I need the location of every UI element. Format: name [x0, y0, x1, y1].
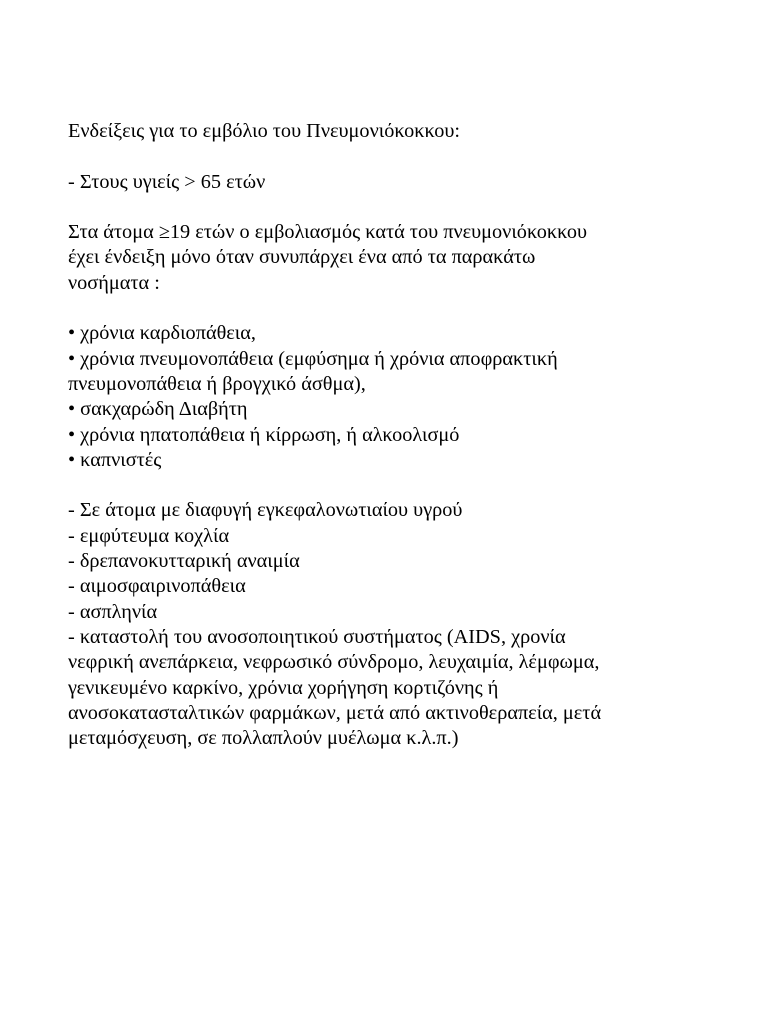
intro-line: έχει ένδειξη μόνο όταν συνυπάρχει ένα από τα παρακάτω	[68, 246, 536, 269]
conditions-bullet-list	[68, 321, 728, 473]
dash-line: - ασπληνία	[68, 600, 158, 623]
intro-paragraph	[68, 220, 728, 296]
paragraph-gap	[68, 195, 728, 220]
dash-line: ανοσοκατασταλτικών φαρμάκων, μετά από ακτινοθεραπεία, μετά	[68, 701, 602, 724]
bullet-line: • καπνιστές	[68, 448, 162, 471]
healthy-adults-line: - Στους υγιείς > 65 ετών	[68, 170, 266, 193]
dash-line: - αιμοσφαιρινοπάθεια	[68, 575, 246, 598]
dash-line: - Σε άτομα με διαφυγή εγκεφαλονωτιαίου υγρού	[68, 499, 463, 522]
dash-line: νεφρική ανεπάρκεια, νεφρωσικό σύνδρομο, λευχαιμία, λέμφωμα,	[68, 651, 600, 674]
dash-line: - καταστολή του ανοσοποιητικού συστήματος (AIDS, χρονία	[68, 625, 566, 648]
dash-line: - εμφύτευμα κοχλία	[68, 524, 230, 547]
dash-line: - δρεπανοκυτταρική αναιμία	[68, 550, 300, 573]
paragraph-gap	[68, 296, 728, 321]
bullet-line: πνευμονοπάθεια ή βρογχικό άσθμα),	[68, 372, 366, 395]
dash-line: μεταμόσχευση, σε πολλαπλούν μυέλωμα κ.λ.π.)	[68, 727, 459, 750]
dash-line: γενικευμένο καρκίνο, χρόνια χορήγηση κορτιζόνης ή	[68, 676, 499, 699]
intro-line: Στα άτομα ≥19 ετών ο εμβολιασμός κατά του πνευμονιόκοκκου	[68, 221, 588, 244]
bullet-line: • χρόνια ηπατοπάθεια ή κίρρωση, ή αλκοολισμό	[68, 423, 460, 446]
intro-line: νοσήματα :	[68, 271, 160, 294]
paragraph-gap	[68, 144, 728, 169]
bullet-line: • χρόνια πνευμονοπάθεια (εμφύσημα ή χρόνια αποφρακτική	[68, 347, 558, 370]
bullet-line: • χρόνια καρδιοπάθεια,	[68, 322, 256, 345]
bullet-line: • σακχαρώδη Διαβήτη	[68, 398, 248, 421]
paragraph-gap	[68, 473, 728, 498]
document-title: Ενδείξεις για το εμβόλιο του Πνευμονιόκοκκου:	[68, 120, 461, 142]
document-body	[68, 119, 728, 751]
conditions-dash-list	[68, 498, 728, 751]
